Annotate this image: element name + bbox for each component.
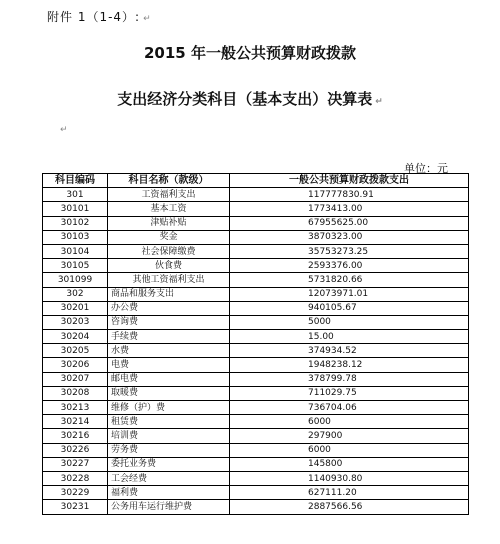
cell-code: 30102 <box>43 216 108 230</box>
cell-name: 公务用车运行维护费 <box>108 500 230 514</box>
title-line-1-text: 2015 年一般公共预算财政拨款 <box>144 44 356 62</box>
unit-label: 单位：元 <box>404 162 448 175</box>
cell-code: 30206 <box>43 358 108 372</box>
cell-code: 30214 <box>43 415 108 429</box>
cell-name: 培训费 <box>108 429 230 443</box>
cell-code: 30213 <box>43 401 108 415</box>
cell-name: 租赁费 <box>108 415 230 429</box>
cell-amount: 2887566.56 <box>230 500 469 514</box>
table-row <box>43 202 469 216</box>
cell-name: 工会经费 <box>108 471 230 485</box>
table-row <box>43 259 469 273</box>
cell-code: 30207 <box>43 372 108 386</box>
table-row <box>43 344 469 358</box>
cell-amount: 297900 <box>230 429 469 443</box>
cell-name: 伙食费 <box>108 259 230 273</box>
table-row <box>43 244 469 258</box>
cell-name: 维修（护）费 <box>108 401 230 415</box>
cell-code: 30205 <box>43 344 108 358</box>
cell-name: 委托业务费 <box>108 457 230 471</box>
cell-amount: 1948238.12 <box>230 358 469 372</box>
cell-name: 工资福利支出 <box>108 188 230 202</box>
table-row <box>43 216 469 230</box>
cell-amount: 1773413.00 <box>230 202 469 216</box>
cell-amount: 12073971.01 <box>230 287 469 301</box>
table-row <box>43 471 469 485</box>
cell-code: 30208 <box>43 386 108 400</box>
title-line-2-text: 支出经济分类科目（基本支出）决算表 <box>117 90 373 108</box>
table-body <box>43 188 469 514</box>
table-row <box>43 301 469 315</box>
cell-amount: 3870323.00 <box>230 230 469 244</box>
cell-name: 商品和服务支出 <box>108 287 230 301</box>
paragraph-mark-icon: ↵ <box>143 14 152 24</box>
cell-name: 电费 <box>108 358 230 372</box>
cell-amount: 6000 <box>230 415 469 429</box>
cell-name: 劳务费 <box>108 443 230 457</box>
cell-name: 取暖费 <box>108 386 230 400</box>
table-row <box>43 273 469 287</box>
cell-amount: 67955625.00 <box>230 216 469 230</box>
table-row <box>43 372 469 386</box>
cell-code: 30103 <box>43 230 108 244</box>
attachment-text: 附件 1（1-4）: <box>47 10 141 24</box>
cell-name: 水费 <box>108 344 230 358</box>
cell-amount: 940105.67 <box>230 301 469 315</box>
cell-code: 30229 <box>43 486 108 500</box>
cell-code: 30216 <box>43 429 108 443</box>
cell-code: 30101 <box>43 202 108 216</box>
title-line-2 <box>0 88 500 109</box>
cell-code: 30228 <box>43 471 108 485</box>
paragraph-mark-icon: ↵ <box>375 97 383 107</box>
table-row <box>43 230 469 244</box>
cell-code: 30226 <box>43 443 108 457</box>
table-row <box>43 188 469 202</box>
cell-name: 基本工资 <box>108 202 230 216</box>
cell-name: 奖金 <box>108 230 230 244</box>
table-row <box>43 486 469 500</box>
cell-name: 社会保障缴费 <box>108 244 230 258</box>
cell-amount: 15.00 <box>230 330 469 344</box>
cell-name: 津贴补贴 <box>108 216 230 230</box>
cell-amount: 711029.75 <box>230 386 469 400</box>
table-row <box>43 457 469 471</box>
cell-code: 30104 <box>43 244 108 258</box>
table-row <box>43 415 469 429</box>
cell-amount: 378799.78 <box>230 372 469 386</box>
cell-amount: 117777830.91 <box>230 188 469 202</box>
cell-amount: 1140930.80 <box>230 471 469 485</box>
cell-amount: 35753273.25 <box>230 244 469 258</box>
cell-amount: 2593376.00 <box>230 259 469 273</box>
table-row <box>43 315 469 329</box>
table-row <box>43 401 469 415</box>
cell-code: 30105 <box>43 259 108 273</box>
header-amount: 一般公共预算财政拨款支出 <box>230 174 469 188</box>
table-row <box>43 429 469 443</box>
expenditure-table <box>42 173 469 515</box>
title-line-1 <box>0 42 500 63</box>
cell-amount: 374934.52 <box>230 344 469 358</box>
cell-name: 其他工资福利支出 <box>108 273 230 287</box>
cell-amount: 6000 <box>230 443 469 457</box>
cell-name: 咨询费 <box>108 315 230 329</box>
cell-code: 30203 <box>43 315 108 329</box>
cell-amount: 627111.20 <box>230 486 469 500</box>
cell-amount: 736704.06 <box>230 401 469 415</box>
table-row <box>43 358 469 372</box>
cell-code: 30231 <box>43 500 108 514</box>
cell-code: 30201 <box>43 301 108 315</box>
cell-code: 302 <box>43 287 108 301</box>
attachment-label <box>47 8 152 25</box>
table-row <box>43 500 469 514</box>
cell-code: 30204 <box>43 330 108 344</box>
cell-code: 30227 <box>43 457 108 471</box>
cell-name: 福利费 <box>108 486 230 500</box>
cell-name: 手续费 <box>108 330 230 344</box>
table-row <box>43 386 469 400</box>
cell-code: 301 <box>43 188 108 202</box>
header-code: 科目编码 <box>43 174 108 188</box>
cell-name: 办公费 <box>108 301 230 315</box>
table-row <box>43 330 469 344</box>
table-header-row <box>43 174 469 188</box>
paragraph-mark-icon: ↵ <box>60 125 68 135</box>
cell-amount: 5000 <box>230 315 469 329</box>
table-row <box>43 443 469 457</box>
cell-name: 邮电费 <box>108 372 230 386</box>
header-name: 科目名称（款级） <box>108 174 230 188</box>
cell-amount: 5731820.66 <box>230 273 469 287</box>
cell-code: 301099 <box>43 273 108 287</box>
table-row <box>43 287 469 301</box>
cell-amount: 145800 <box>230 457 469 471</box>
